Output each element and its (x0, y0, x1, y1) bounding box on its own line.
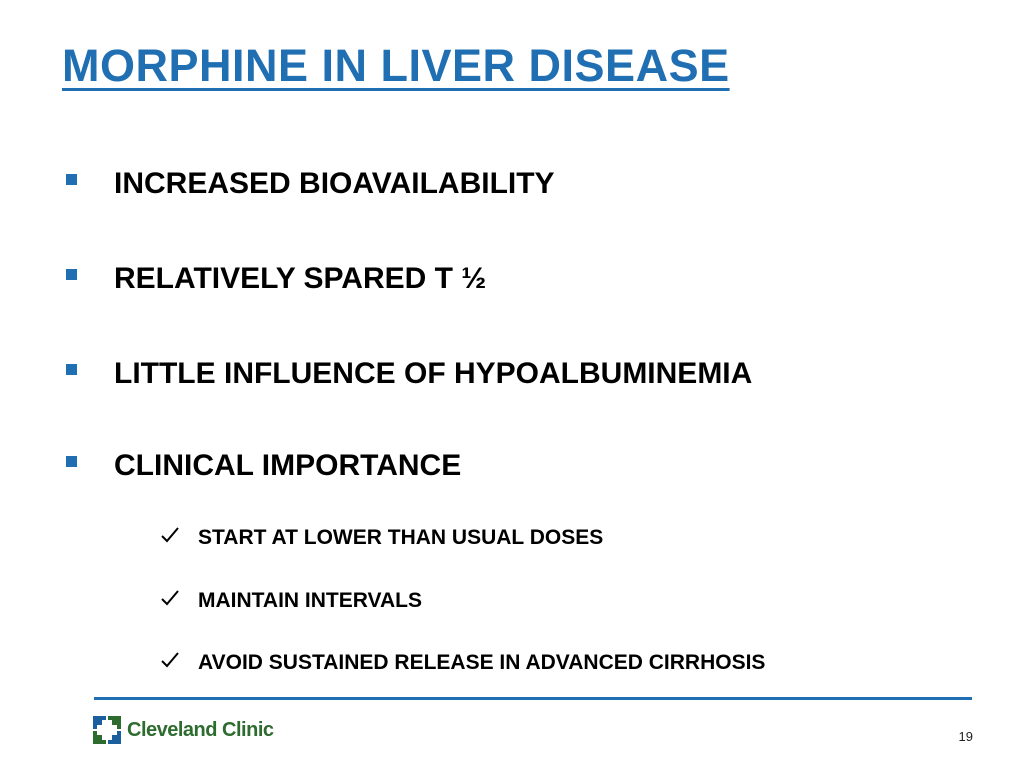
checkmark-icon (160, 650, 180, 670)
page-number: 19 (958, 729, 973, 744)
bullet-text: LITTLE INFLUENCE OF HYPOALBUMINEMIA (114, 357, 753, 390)
sub-bullet-item (160, 586, 422, 616)
cleveland-clinic-logo (93, 716, 274, 744)
checkmark-icon (160, 588, 180, 608)
slide-title: MORPHINE IN LIVER DISEASE (62, 40, 730, 91)
sub-bullet-text: AVOID SUSTAINED RELEASE IN ADVANCED CIRRHOSIS (198, 651, 766, 674)
bullet-item (66, 261, 487, 297)
sub-bullet-item (160, 648, 766, 678)
square-bullet-icon (66, 269, 77, 280)
square-bullet-icon (66, 456, 77, 467)
bullet-item (66, 356, 753, 392)
logo-wordmark: Cleveland Clinic (127, 718, 274, 741)
checkmark-icon (160, 525, 180, 545)
cleveland-clinic-cross-logo-icon (93, 716, 121, 744)
bullet-item (66, 166, 555, 202)
bullet-text: INCREASED BIOAVAILABILITY (114, 167, 555, 200)
square-bullet-icon (66, 174, 77, 185)
square-bullet-icon (66, 364, 77, 375)
bullet-item (66, 448, 462, 484)
bullet-text: CLINICAL IMPORTANCE (114, 449, 462, 482)
sub-bullet-text: MAINTAIN INTERVALS (198, 589, 422, 612)
bullet-text: RELATIVELY SPARED T ½ (114, 262, 487, 295)
footer-divider (94, 697, 972, 700)
sub-bullet-text: START AT LOWER THAN USUAL DOSES (198, 526, 604, 549)
sub-bullet-item (160, 523, 604, 553)
